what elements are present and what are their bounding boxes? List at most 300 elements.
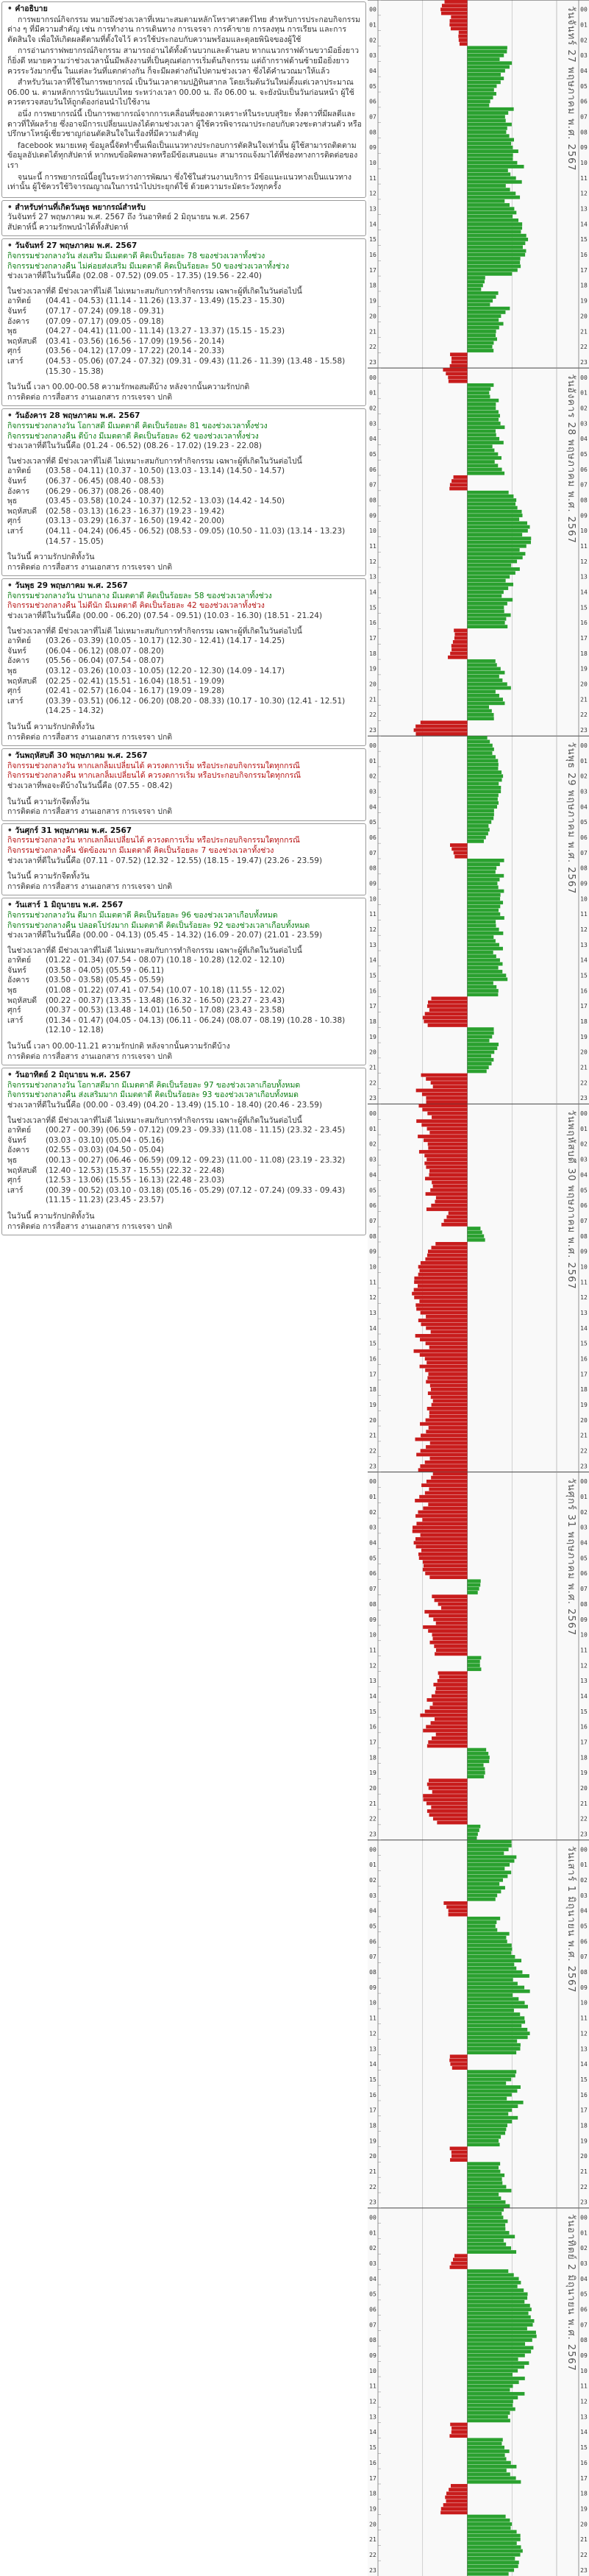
hour-tick-label: 19 <box>580 297 588 305</box>
positive-bar <box>468 1771 485 1775</box>
hour-tick-label: 03 <box>369 1156 376 1163</box>
negative-bar <box>441 1223 467 1227</box>
hour-tick-label: 20 <box>369 1416 376 1424</box>
bad-times-row <box>7 497 362 507</box>
positive-bar <box>468 2070 517 2073</box>
positive-bar <box>468 85 497 88</box>
hour-tick-label: 21 <box>369 696 376 703</box>
negative-bar <box>426 1096 467 1100</box>
bad-times-value: (04.11 - 04.24) (06.45 - 06.52) (08.53 - 09.05) (10.50 - 11.03) (13.14 - 13.23) (14.57 - 15.05) <box>46 526 346 546</box>
negative-bar <box>460 42 468 46</box>
positive-bar <box>468 2331 536 2335</box>
birth-day-label: อังคาร <box>7 316 29 326</box>
notice-paragraph: จนนะนี้ การพยากรณ์นี้อยู่ในระหว่างการพัฒนา ซึ่งใช้ในส่วนงานบริการ มีข้อแนะแนวทางเป็นแนวทางเท่านั้น ผู้ใช้ควรใช้วิจารณญาณในการนำไปประยุกต์ใช้ ด้วยความระมัดระวังทุกครั้ง <box>7 172 352 192</box>
positive-bar <box>468 2538 521 2541</box>
positive-bar <box>468 399 499 402</box>
positive-bar <box>468 2074 515 2078</box>
positive-bar <box>468 1027 494 1031</box>
positive-bar <box>468 958 500 962</box>
day-summary-text: ช่วงเวลาที่ดีในวันนี้คือ (00.00 - 03.49) (04.20 - 13.49) (15.10 - 18.40) (20.46 - 23.59) <box>7 1101 323 1110</box>
positive-bar <box>468 149 518 153</box>
negative-bar <box>445 0 468 4</box>
positive-bar <box>468 675 499 678</box>
hour-tick-label: 14 <box>369 589 376 596</box>
positive-bar <box>468 449 495 453</box>
positive-bar <box>468 786 501 790</box>
hour-tick-label: 16 <box>369 2459 376 2466</box>
negative-bar <box>436 1196 468 1199</box>
hour-tick-label: 12 <box>580 1662 588 1670</box>
hour-tick-label: 17 <box>580 1371 588 1378</box>
positive-bar <box>468 1859 515 1863</box>
hour-tick-label: 04 <box>580 436 588 443</box>
positive-bar <box>468 755 496 759</box>
positive-bar <box>468 973 507 977</box>
negative-bar <box>450 364 468 368</box>
bad-times-row <box>7 956 362 966</box>
positive-bar <box>468 2561 519 2564</box>
positive-bar <box>468 127 507 130</box>
birth-day-label: พุธ <box>7 667 18 676</box>
bad-times-value: (04.53 - 05.06) (07.24 - 07.32) (09.31 - 09.43) (11.26 - 11.39) (13.48 - 15.58) (15.30 - 15.38) <box>46 357 346 376</box>
day-note: ในวันนี้ ความรักปกติทั้งวัน <box>7 553 95 562</box>
hour-tick-label: 08 <box>369 2337 376 2344</box>
negative-bar <box>415 725 467 728</box>
day-summary-line <box>7 601 362 611</box>
positive-bar <box>468 2304 530 2307</box>
negative-bar <box>414 1277 467 1280</box>
negative-bar <box>443 1901 467 1905</box>
day-summary-line <box>7 1081 362 1091</box>
hour-tick-label: 20 <box>580 1049 588 1056</box>
positive-bar <box>468 444 493 448</box>
positive-bar <box>468 2001 525 2005</box>
negative-bar <box>423 1729 467 1733</box>
birth-day-label: เสาร์ <box>7 1015 24 1025</box>
positive-bar <box>468 1065 489 1069</box>
positive-bar <box>468 2446 504 2449</box>
negative-bar <box>425 1369 467 1372</box>
negative-bar <box>423 1568 468 1572</box>
negative-bar <box>418 1273 468 1277</box>
positive-bar <box>468 2316 531 2319</box>
positive-bar <box>468 1856 517 1859</box>
hour-tick-label: 06 <box>369 1938 376 1945</box>
positive-bar <box>468 2307 532 2311</box>
positive-bar <box>468 939 496 943</box>
positive-bar <box>468 1870 512 1874</box>
negative-bar <box>446 1905 467 1909</box>
negative-bar <box>451 26 468 30</box>
bad-times-row <box>7 337 362 347</box>
negative-bar <box>416 1089 468 1093</box>
negative-bar <box>450 352 467 356</box>
negative-bar <box>428 1023 468 1027</box>
positive-bar <box>468 832 488 836</box>
positive-bar <box>468 609 504 613</box>
hour-tick-label: 11 <box>580 543 588 550</box>
positive-bar <box>468 1058 494 1062</box>
negative-bar <box>416 1453 467 1457</box>
positive-bar <box>468 874 504 878</box>
negative-bar <box>429 1614 467 1617</box>
negative-bar <box>420 1714 467 1717</box>
positive-bar <box>468 916 504 920</box>
hour-tick-label: 14 <box>580 221 588 228</box>
birth-day-label: พุธ <box>7 986 18 996</box>
hour-tick-label: 13 <box>580 1678 588 1685</box>
hour-tick-label: 03 <box>580 2260 588 2268</box>
negative-bar <box>454 636 468 640</box>
hour-tick-label: 09 <box>369 512 376 519</box>
negative-bar <box>428 1391 468 1395</box>
day-summary-text: กิจกรรมช่วงกลางวัน ปานกลาง มีเมตตาดี คิดเป็นร้อยละ 58 ของช่วงเวลาทั้งช่วง <box>7 591 272 600</box>
positive-bar <box>468 978 508 982</box>
hour-tick-label: 12 <box>369 1294 376 1302</box>
hour-tick-label: 06 <box>369 466 376 473</box>
day-panel <box>1 408 366 576</box>
notice-paragraph: สำหรับวันเวลาที่ใช้ในการพยากรณ์ เป็นวันเวลาตามปฏิทินสากล โดยเริ่มต้นวันใหม่ตั้งแต่เวลาประมาณ 06.00 น. ตามหลักการนับวันแบบไทย ระหว่างเวลา 00.00 น. ถึง 06.00 น. จะยังนับเป็นวันก่อนหน้า ผู้ใช้ควรตรวจสอบวันให้ถูกต้องก่อนนำไปใช้งาน <box>7 78 354 107</box>
hour-tick-label: 00 <box>580 1478 588 1486</box>
bad-times-value: (02.41 - 02.57) (16.04 - 16.17) (19.09 - 19.28) <box>46 686 225 696</box>
positive-bar <box>468 763 499 767</box>
hour-tick-label: 05 <box>369 2291 376 2298</box>
positive-bar <box>468 2354 525 2357</box>
hour-tick-label: 21 <box>580 2168 588 2175</box>
positive-bar <box>468 303 490 307</box>
positive-bar <box>468 230 521 234</box>
hour-tick-label: 10 <box>369 895 376 903</box>
day-summary-line <box>7 931 362 941</box>
negative-bar <box>418 1319 468 1322</box>
hour-tick-label: 22 <box>580 1815 588 1823</box>
positive-bar <box>468 548 520 552</box>
bad-times-header: ในช่วงเวลาที่ดี มีช่วงเวลาที่ไม่ดี ไม่เหมาะสมกับการทำกิจกรรม เฉพาะผู้ที่เกิดในวันต่อไปนี้ <box>7 456 302 466</box>
positive-bar <box>468 1851 504 1855</box>
positive-bar <box>468 295 496 299</box>
hour-tick-label: 15 <box>369 236 376 244</box>
positive-bar <box>468 318 499 322</box>
positive-bar <box>468 2273 514 2277</box>
positive-bar <box>468 2361 529 2365</box>
negative-bar <box>451 2151 468 2154</box>
bad-times-value: (06.04 - 06.12) (08.07 - 08.20) <box>46 646 164 656</box>
hour-tick-label: 06 <box>369 2306 376 2313</box>
negative-bar <box>424 1154 467 1157</box>
positive-bar <box>468 2112 509 2116</box>
positive-bar <box>468 881 498 885</box>
positive-bar <box>468 885 499 889</box>
bad-times-value: (04.41 - 04.53) (11.14 - 11.26) (13.37 - 13.49) (15.23 - 15.30) <box>46 297 285 306</box>
hour-tick-label: 09 <box>369 1984 376 1991</box>
negative-bar <box>421 1533 468 1537</box>
hour-tick-label: 17 <box>580 1739 588 1746</box>
positive-bar <box>468 272 513 276</box>
hour-tick-label: 19 <box>580 1033 588 1040</box>
hour-tick-label: 09 <box>580 1984 588 1991</box>
negative-bar <box>451 2154 467 2158</box>
negative-bar <box>431 1395 468 1399</box>
negative-bar <box>423 1625 467 1629</box>
hour-tick-label: 11 <box>369 174 376 182</box>
summary-line: สัปดาห์นี้ ความรักพบนำได้ทั้งสัปดาห์ <box>7 222 129 232</box>
birth-day-label: พุธ <box>7 497 18 506</box>
positive-bar <box>468 2200 506 2204</box>
positive-bar <box>468 2342 526 2346</box>
hour-tick-label: 17 <box>580 635 588 642</box>
positive-bar <box>468 203 510 207</box>
positive-bar <box>468 1031 494 1035</box>
negative-bar <box>426 1698 467 1702</box>
day-title: • วันจันทร์ 27 พฤษภาคม พ.ศ. 2567 <box>7 241 362 252</box>
positive-bar <box>468 330 496 333</box>
positive-bar <box>468 2541 517 2545</box>
bad-times-value: (07.09 - 07.17) (09.05 - 09.18) <box>46 316 164 326</box>
negative-bar <box>451 644 468 647</box>
positive-bar <box>468 1917 501 1920</box>
positive-bar <box>468 682 507 686</box>
positive-bar <box>468 2438 503 2441</box>
day-summary-text: ช่วงเวลาที่ดีในวันนี้คือ (00.00 - 04.13) (05.45 - 14.32) (16.09 - 20.07) (21.01 - 23.59) <box>7 931 323 940</box>
positive-bar <box>468 2181 503 2185</box>
negative-bar <box>421 1322 468 1326</box>
hour-tick-label: 14 <box>369 2061 376 2068</box>
positive-bar <box>468 552 526 556</box>
positive-bar <box>468 1894 498 1898</box>
hour-tick-label: 03 <box>369 1892 376 1899</box>
positive-bar <box>468 751 493 755</box>
hour-tick-label: 17 <box>369 2474 376 2482</box>
positive-bar <box>468 1660 480 1664</box>
negative-bar <box>429 1008 468 1012</box>
hour-tick-label: 15 <box>580 1340 588 1347</box>
positive-bar <box>468 494 514 498</box>
day-panel <box>1 898 366 1065</box>
hour-tick-label: 19 <box>369 2505 376 2513</box>
forecast-chart <box>368 0 589 2576</box>
positive-bar <box>468 2204 510 2208</box>
hour-tick-label: 11 <box>580 2015 588 2022</box>
positive-bar <box>468 1764 484 1767</box>
hour-tick-label: 19 <box>580 1402 588 1409</box>
bad-times-row <box>7 307 362 317</box>
bad-times-row <box>7 517 362 527</box>
birth-day-label: จันทร์ <box>7 476 26 486</box>
hour-tick-label: 22 <box>580 1079 588 1087</box>
day-note: ในวันนี้ เวลา 00.00-11.21 ความรักปกติ หลังจากนั้นความรักดีบ้าง <box>7 1042 230 1051</box>
hour-tick-label: 02 <box>580 405 588 412</box>
hour-tick-label: 00 <box>369 742 376 749</box>
positive-bar <box>468 690 496 694</box>
negative-bar <box>427 1004 468 1008</box>
negative-bar <box>430 1384 468 1388</box>
positive-bar <box>468 564 512 567</box>
negative-bar <box>453 640 468 644</box>
positive-bar <box>468 2288 524 2292</box>
positive-bar <box>468 951 493 954</box>
positive-bar <box>468 50 507 54</box>
hour-tick-label: 08 <box>580 129 588 136</box>
hour-tick-label: 12 <box>369 2030 376 2037</box>
hour-tick-label: 01 <box>580 1494 588 1501</box>
positive-bar <box>468 2227 506 2231</box>
positive-bar <box>468 291 499 295</box>
positive-bar <box>468 184 506 188</box>
negative-bar <box>431 1476 467 1480</box>
positive-bar <box>468 1981 518 1985</box>
day-title: • วันพุธ 29 พฤษภาคม พ.ศ. 2567 <box>7 581 362 592</box>
positive-bar <box>468 793 499 797</box>
day-summary-line <box>7 921 362 932</box>
negative-bar <box>419 1556 468 1560</box>
hour-tick-label: 11 <box>580 1647 588 1654</box>
bad-times-row <box>7 1016 362 1036</box>
hour-tick-label: 23 <box>580 2199 588 2206</box>
positive-bar <box>468 1043 499 1046</box>
hour-tick-label: 05 <box>580 450 588 458</box>
hour-tick-label: 14 <box>369 957 376 964</box>
negative-bar <box>429 1778 468 1782</box>
hour-tick-label: 17 <box>369 1371 376 1378</box>
hour-tick-label: 21 <box>580 328 588 336</box>
hour-tick-label: 15 <box>369 604 376 611</box>
positive-bar <box>468 1990 530 1993</box>
positive-bar <box>468 517 520 521</box>
hour-tick-label: 18 <box>580 282 588 289</box>
negative-bar <box>451 361 468 364</box>
negative-bar <box>432 1403 468 1407</box>
hour-tick-label: 22 <box>580 344 588 351</box>
hour-tick-label: 14 <box>580 1692 588 1700</box>
positive-bar <box>468 905 501 909</box>
positive-bar <box>468 2269 509 2273</box>
hour-tick-label: 23 <box>580 1831 588 1838</box>
hour-tick-label: 16 <box>580 1723 588 1731</box>
positive-bar <box>468 2515 506 2519</box>
notice-panel <box>1 1 366 198</box>
positive-bar <box>468 859 504 862</box>
positive-bar <box>468 2469 507 2472</box>
positive-bar <box>468 2572 509 2576</box>
negative-bar <box>415 1514 467 1518</box>
day-summary-text: กิจกรรมช่วงกลางคืน ปลอดโปร่งมาก มีเมตตาดี คิดเป็นร้อยละ 92 ของช่วงเวลาเกือบทั้งหมด <box>7 920 310 930</box>
negative-bar <box>451 479 467 483</box>
hour-tick-label: 20 <box>580 681 588 688</box>
day-note: การติดต่อ การสื่อสาร งานเอกสาร การเจรจา ปกติ <box>7 881 173 891</box>
hour-tick-label: 08 <box>369 1232 376 1240</box>
hour-tick-label: 12 <box>369 1662 376 1670</box>
positive-bar <box>468 2104 518 2108</box>
hour-tick-label: 15 <box>580 2444 588 2452</box>
positive-bar <box>468 820 492 824</box>
negative-bar <box>451 2427 467 2430</box>
positive-bar <box>468 970 503 973</box>
negative-bar <box>424 1020 467 1023</box>
birth-day-label: พฤหัสบดี <box>7 1165 38 1175</box>
negative-bar <box>426 1157 467 1161</box>
hour-tick-label: 08 <box>369 1600 376 1608</box>
hour-tick-label: 05 <box>580 2291 588 2298</box>
negative-bar <box>449 1909 468 1912</box>
positive-bar <box>468 809 494 812</box>
negative-bar <box>427 1783 468 1786</box>
hour-tick-label: 20 <box>369 2153 376 2160</box>
negative-bar <box>453 2258 468 2262</box>
negative-bar <box>431 1204 467 1207</box>
negative-bar <box>429 1786 468 1790</box>
hour-tick-label: 09 <box>369 880 376 887</box>
hour-tick-label: 09 <box>580 2352 588 2360</box>
positive-bar <box>468 1656 482 1660</box>
hour-tick-label: 01 <box>369 757 376 764</box>
hour-tick-label: 05 <box>369 1923 376 1930</box>
negative-bar <box>429 1346 468 1349</box>
day-summary-line <box>7 1090 362 1101</box>
negative-bar <box>423 1016 468 1020</box>
birth-day-label: ศุกร์ <box>7 517 21 526</box>
positive-bar <box>468 541 532 544</box>
hour-tick-label: 10 <box>580 1999 588 2006</box>
negative-bar <box>449 2434 467 2438</box>
positive-bar <box>468 264 521 268</box>
positive-bar <box>468 387 491 391</box>
positive-bar <box>468 985 497 989</box>
positive-bar <box>468 706 490 709</box>
positive-bar <box>468 2196 501 2200</box>
negative-bar <box>429 1426 468 1430</box>
positive-bar <box>468 491 509 494</box>
positive-bar <box>468 2123 507 2127</box>
negative-bar <box>426 1077 467 1081</box>
positive-bar <box>468 736 488 739</box>
hour-tick-label: 14 <box>369 1324 376 1332</box>
bad-times-row <box>7 1176 362 1186</box>
negative-bar <box>454 851 468 855</box>
negative-bar <box>430 1457 468 1461</box>
hour-tick-label: 07 <box>369 1217 376 1224</box>
positive-bar <box>468 2051 517 2054</box>
hour-tick-label: 22 <box>369 2551 376 2558</box>
positive-bar <box>468 468 502 472</box>
negative-bar <box>427 1744 468 1748</box>
hour-tick-label: 01 <box>369 1494 376 1501</box>
positive-bar <box>468 2235 515 2238</box>
negative-bar <box>425 1177 467 1180</box>
positive-bar <box>468 2300 525 2304</box>
birth-day-label: พฤหัสบดี <box>7 676 38 686</box>
day-summary-line <box>7 762 362 772</box>
bad-times-row <box>7 1146 362 1156</box>
negative-bar <box>421 1483 467 1487</box>
positive-bar <box>468 625 508 628</box>
negative-bar <box>436 1733 468 1736</box>
hour-tick-label: 07 <box>580 2321 588 2329</box>
positive-bar <box>468 989 499 993</box>
positive-bar <box>468 1039 490 1043</box>
positive-bar <box>468 107 514 111</box>
positive-bar <box>468 533 523 536</box>
bad-times-value: (05.56 - 06.04) (07.54 - 08.07) <box>46 656 164 666</box>
day-chart-label: วันพุธ 29 พฤษภาคม พ.ศ. 2567 <box>565 742 576 895</box>
positive-bar <box>468 1997 519 2001</box>
positive-bar <box>468 1929 498 1932</box>
positive-bar <box>468 92 496 96</box>
positive-bar <box>468 1948 513 1951</box>
positive-bar <box>468 414 500 418</box>
positive-bar <box>468 2089 518 2093</box>
bad-times-value: (12.40 - 12.53) (15.37 - 15.55) (22.32 - 22.48) <box>46 1165 225 1175</box>
hour-tick-label: 02 <box>369 1508 376 1516</box>
